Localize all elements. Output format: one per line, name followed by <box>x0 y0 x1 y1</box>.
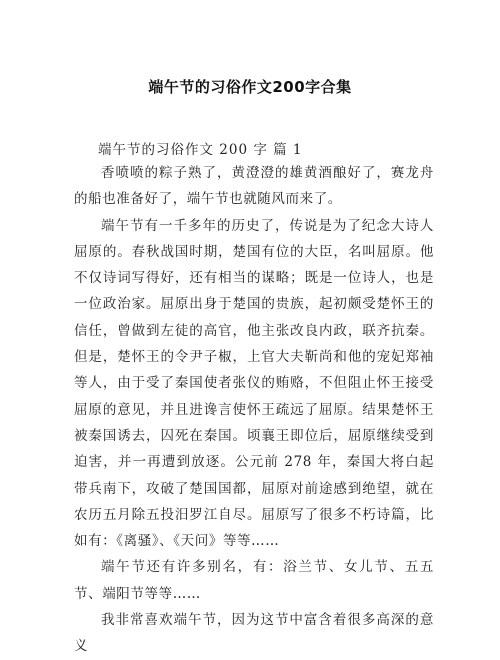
essay-subtitle: 端午节的习俗作文 200 字 篇 1 <box>98 142 303 158</box>
paragraph: 端午节有一千多年的历史了，传说是为了纪念大诗人屈原的。春秋战国时期，楚国有位的大臣，名叫屈原。他不仅诗词写得好，还有相当的谋略；既是一位诗人，也是一位政治家。屈原出身于楚国的贵族，起初颇受楚怀王的信任，曾做到左徒的高官，他主张改良内政，联齐抗秦。但是，楚怀王的令尹子椒，上官大夫靳尚和他的宠妃郑袖等人，由于受了秦国使者张仪的贿赂，不但阻止怀王接受屈原的意见，并且进谗言使怀王疏远了屈原。结果楚怀王被秦国诱去，囚死在秦国。顷襄王即位后，屈原继续受到迫害，并一再遭到放逐。公元前 278 年，秦国大将白起带兵南下，攻破了楚国国都，屈原对前途感到绝望，就在农历五月除五投汨罗江自尽。屈原写了很多不朽诗篇，比如有：《离骚》、《天问》等等…… <box>74 217 434 550</box>
essay-body <box>74 160 434 660</box>
document-title: 端午节的习俗作文200字合集 <box>148 78 352 96</box>
paragraph: 我非常喜欢端午节，因为这节中富含着很多高深的意义 <box>74 612 434 655</box>
paragraph: 端午节还有许多别名，有：浴兰节、女儿节、五五节、端阳节等等…… <box>74 559 434 602</box>
paragraph: 香喷喷的粽子熟了，黄澄澄的雄黄酒酿好了，赛龙舟的船也准备好了，端午节也就随风而来了。 <box>74 165 434 208</box>
